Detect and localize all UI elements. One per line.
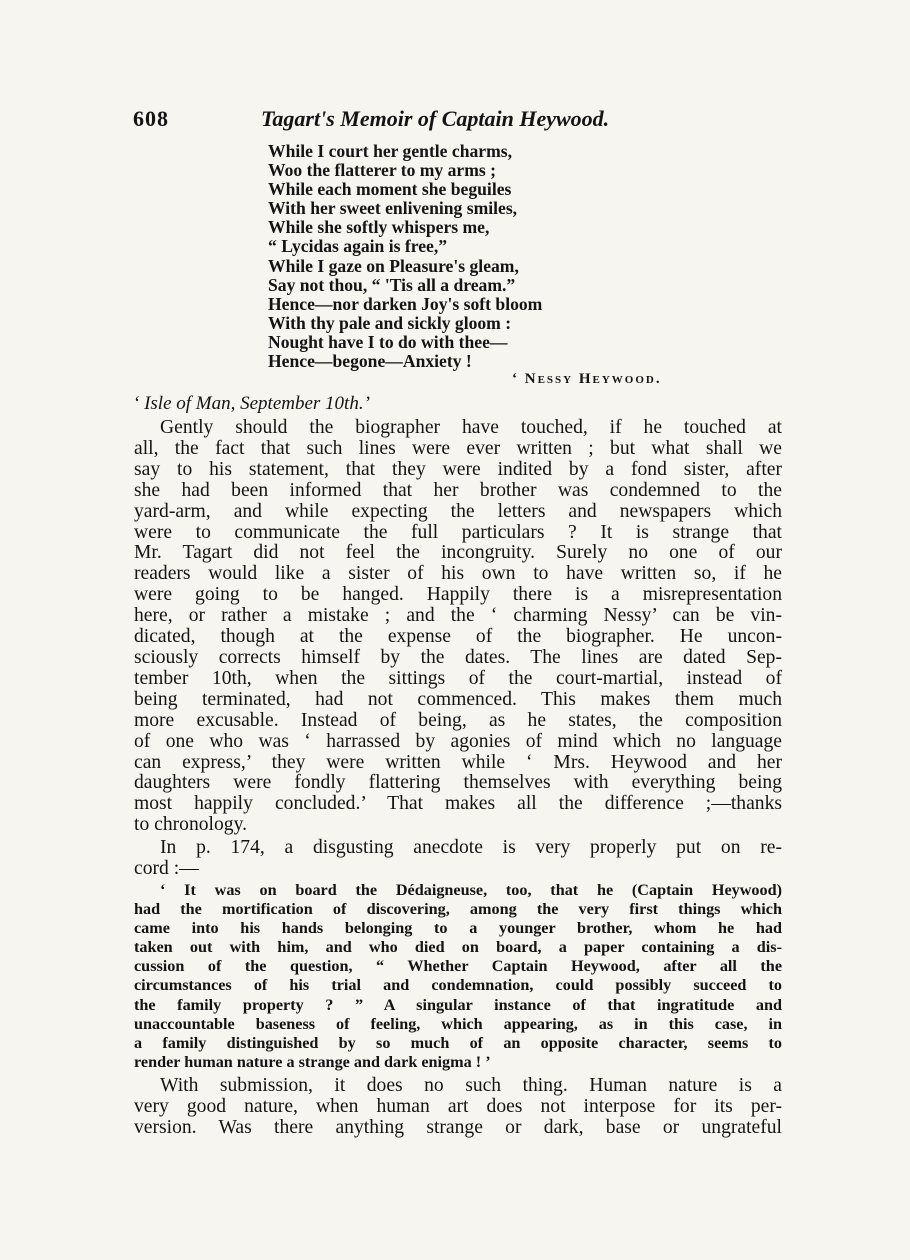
quoted-passage xyxy=(134,881,782,1072)
text-line: say to his statement, that they were indited by a fond sister, after xyxy=(134,458,782,480)
page-number: 608 xyxy=(133,106,169,131)
text-line: tember 10th, when the sittings of the court-martial, instead of xyxy=(134,667,782,689)
page-header xyxy=(133,106,783,140)
quote-line: the family property ? ” A singular instance of that ingratitude and xyxy=(134,995,782,1014)
text-line: were going to be hanged. Happily there is a misrepresentation xyxy=(134,584,782,606)
poem xyxy=(268,142,688,371)
text-line: more excusable. Instead of being, as he states, the composition xyxy=(134,709,782,731)
quote-line: ‘ It was on board the Dédaigneuse, too, that he (Captain Heywood) xyxy=(160,881,782,899)
text-line: all, the fact that such lines were ever written ; but what shall we xyxy=(134,437,782,459)
poem-line: Say not thou, “ 'Tis all a dream.” xyxy=(268,274,516,295)
quote-line: taken out with him, and who died on board, a paper containing a dis- xyxy=(134,938,782,957)
text-line: can express,’ they were written while ‘ Mrs. Heywood and her xyxy=(134,751,782,773)
text-line: cord :— xyxy=(134,857,199,879)
poem-line: With her sweet enlivening smiles, xyxy=(268,198,518,219)
quote-line: came into his hands belonging to a younger brother, whom he had xyxy=(134,919,782,938)
poem-dateline: ‘ Isle of Man, September 10th.’ xyxy=(133,393,370,414)
text-line: version. Was there anything strange or dark, base or ungrateful xyxy=(134,1117,782,1138)
text-line: Mr. Tagart did not feel the incongruity. Surely no one of our xyxy=(134,542,782,564)
poem-line: Hence—begone—Anxiety ! xyxy=(268,351,472,372)
text-line: most happily concluded.’ That makes all the difference ;—thanks xyxy=(134,793,782,815)
text-line: being terminated, had not commenced. This makes them much xyxy=(134,688,782,710)
text-line: readers would like a sister of his own to have written so, if he xyxy=(134,563,782,585)
text-line: Gently should the biographer have touched, if he touched at xyxy=(160,417,782,438)
poem-line: Nought have I to do with thee— xyxy=(268,331,508,352)
quote-line: render human nature a strange and dark enigma ! ’ xyxy=(134,1052,491,1071)
main-paragraph xyxy=(134,418,782,836)
poem-line: “ Lycidas again is free,” xyxy=(268,236,448,257)
text-line: yard-arm, and while expecting the letters and newspapers which xyxy=(134,500,782,522)
text-line: sciously corrects himself by the dates. The lines are dated Sep- xyxy=(134,646,782,668)
quote-line: a family distinguished by so much of an opposite character, seems to xyxy=(134,1033,782,1052)
running-head: Tagart's Memoir of Captain Heywood. xyxy=(261,106,610,131)
text-line: of one who was ‘ harrassed by agonies of mind which no language xyxy=(134,730,782,752)
text-line: With submission, it does no such thing. Human nature is a xyxy=(160,1075,782,1096)
text-line: In p. 174, a disgusting anecdote is very properly put on re- xyxy=(160,837,782,858)
quote-line: circumstances of his trial and condemnation, could possibly succeed to xyxy=(134,976,782,995)
quote-line: had the mortification of discovering, among the very first things which xyxy=(134,900,782,919)
poem-signature: ‘ Nessy Heywood. xyxy=(512,371,662,387)
text-line: daughters were fondly flattering themselves with everything being xyxy=(134,772,782,794)
text-line: she had been informed that her brother was condemned to the xyxy=(134,479,782,501)
text-line: dicated, though at the expense of the biographer. He uncon- xyxy=(134,626,782,648)
poem-line: While she softly whispers me, xyxy=(268,217,490,238)
poem-line: While each moment she beguiles xyxy=(268,179,512,200)
p174-paragraph xyxy=(134,838,782,880)
quote-line: unaccountable baseness of feeling, which appearing, as in this case, in xyxy=(134,1014,782,1033)
text-line: were to communicate the full particulars ? It is strange that xyxy=(134,521,782,543)
poem-line: While I court her gentle charms, xyxy=(268,141,512,161)
poem-line: Hence—nor darken Joy's soft bloom xyxy=(268,293,543,314)
poem-line: Woo the flatterer to my arms ; xyxy=(268,160,496,181)
text-line: here, or rather a mistake ; and the ‘ charming Nessy’ can be vin- xyxy=(134,605,782,627)
quote-line: cussion of the question, “ Whether Captain Heywood, after all the xyxy=(134,957,782,976)
poem-line: While I gaze on Pleasure's gleam, xyxy=(268,255,519,276)
text-line: very good nature, when human art does not interpose for its per- xyxy=(134,1096,782,1117)
final-paragraph xyxy=(134,1075,782,1138)
text-line: to chronology. xyxy=(134,814,248,836)
poem-line: With thy pale and sickly gloom : xyxy=(268,312,512,333)
